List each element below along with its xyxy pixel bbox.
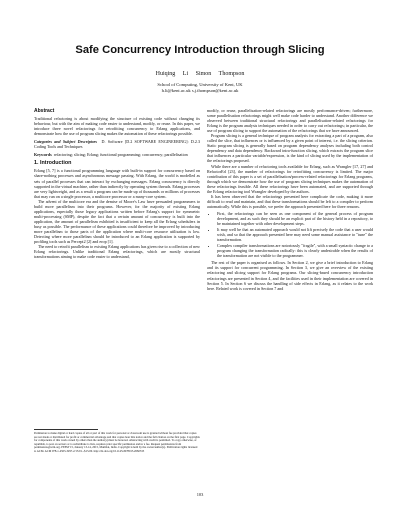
paper-title: Safe Concurrency Introduction through Slicing: [75, 44, 325, 56]
author-names: Huiqing Li Simon Thompson: [155, 71, 245, 77]
reason-item-1: • First, the refactorings can be seen as one component of the general process of program development, and as such they should be an explicit part of the history held in a repository, to be maintained together with other development steps.: [217, 211, 373, 226]
reason-item-2: • It may well be that an automated approach would not lift precisely the code that a user would wish, and so that the approach presented here may need some manual assistance to "tune" the transformation.: [217, 227, 373, 242]
author-emails: h.li@kent.ac.uk s.j.thompson@kent.ac.uk: [161, 88, 239, 93]
categories-label: Categories and Subject Descriptors: [34, 139, 97, 145]
keywords-paragraph: [34, 152, 200, 157]
page-number: 103: [196, 492, 204, 497]
abstract-text: Traditional refactoring is about modifying the structure of existing code without changing its behaviour, but with the aim of making code easier to understand, modify, or reuse. In this paper, we introduce three novel refactorings for retrofitting concurrency to Erlang applications, and demonstrate how the use of program slicing makes the automation of these refactorings possible.: [34, 116, 200, 137]
categories-paragraph: [34, 139, 200, 149]
categories-text: D. Software [D.2 SOFTWARE ENGINEERING]: D.2.3 Coding Tools and Techniques: [34, 139, 200, 150]
reason-item-3: • Complex compiler transformations are notoriously "fragile", with a small syntactic change to a program changing the transformation radically: this is clearly undesirable when the results of the transformation are not visible to the programmer.: [217, 243, 373, 258]
intro-right-paragraph-2: Program slicing is a general technique of program analysis for extracting a part of a program, also called the slice, that influences or is influenced by a given point of interest, i.e. the slicing criterion. Static program slicing is generally based on program dependency analyses including both control dependency and data dependency. Backward intra-function slicing, which extracts the program slice that influences a particular variable/expression, is the kind of slicing used by the implementation of the refactorings proposed.: [207, 133, 373, 164]
keywords-text: refactoring; slicing; Erlang; functional programming; concurrency; parallelisation: [53, 152, 188, 158]
intro-right-paragraph-4: It has been observed that the refactorings presented here complicate the code, making it more difficult to read and maintain, and that these transformations should be left to a compiler to perform automatically. While this is possible, we prefer the approach presented here for three reasons.: [207, 193, 373, 209]
abstract-heading: Abstract: [34, 108, 55, 114]
affiliation-block: [0, 82, 400, 94]
intro-right-paragraph-1: modify, or reuse, parallelisation-related refactorings are mostly performance-driven; furthermore, some parallelisation refactorings might well make code harder to understand. Another difference we observed between traditional structural refactorings and parallelisation-related refactorings for Erlang is the program analysis techniques needed in order to carry out refactorings; in particular, the use of program slicing to support the automation of the refactorings that we have announced.: [207, 108, 373, 134]
intro-paragraph-3: The need to retrofit parallelism to existing Erlang applications has given rise to a collection of new Erlang refactorings. Unlike traditional Erlang refactorings, which are mostly structural transformations aiming to make code easier to understand,: [34, 244, 200, 260]
keywords-label: Keywords: [34, 152, 52, 158]
intro-right-paragraph-5: The rest of the paper is organised as follows. In Section 2, we give a brief introduction to Erlang and its support for concurrent programming. In Section 3, we give an overview of the existing refactoring and slicing support for Erlang programs. Our slicing-based concurrency introduction refactorings are presented in Section 4, and the facilities used in their implementation are covered in Section 5. In Section 6 we discuss the handling of side effects in Erlang, as it relates to the work here. Related work is covered in Section 7 and: [207, 260, 373, 291]
reasons-list: [207, 211, 373, 258]
intro-paragraph-2: The advent of the multicore era and the demise of Moore's Law have persuaded programmers to build more parallelism into their programs. However, for the majority of existing Erlang applications, especially those legacy applications written before Erlang's support for symmetric multi-processing (SMP), despite the fact that a certain amount of concurrency is built into the application, the amount of parallelism exhibited is insufficient to keep all the Erlang schedulers in busy as possible. The performance of these applications could therefore be improved by introducing more parallelism to those parts of the application where multi-core resource utilisation is low. Detecting where more parallelism should be introduced to an Erlang application is supported by profiling tools such as Percept2 [2] and erop [1].: [34, 198, 200, 245]
right-column: [207, 108, 373, 291]
affiliation-institution: School of Computing, University of Kent, UK: [157, 82, 243, 87]
footnote-divider: [34, 429, 98, 430]
copyright-footnote: Permission to make digital or hard copies of all or part of this work for personal or classroom use is granted without fee provided that copies are not made or distributed for profit or commercial advantage and that copies bear this notice and the full citation on the first page. Copyrights for components of this work owned by others than the author(s) must be honored. Abstracting with credit is permitted. To copy otherwise, or republish, to post on servers or to redistribute to lists, requires prior specific permission and/or a fee. Request permissions from permissions@acm.org. PEPM '15, January 13-14, 2015, Mumbai, India. Copyright is held by the owner/author(s). Publication rights licensed to ACM. ACM 978-1-4503-3297-2/15/01...$15.00. http://dx.doi.org/10.1145/2678015.2682533: [34, 431, 200, 453]
intro-heading: 1. Introduction: [34, 160, 72, 167]
intro-right-paragraph-3: While there are a number of refactoring tools available for Erlang, such as Wrangler [17, 27] and RefactorErl [23], the number of refactorings for retrofitting concurrency is limited. The major contribution of this paper is a set of parallelisation/process-related refactorings for Erlang programs, through which we demonstrate how the use of program slicing techniques makes the automation of these refactorings feasible. All these refactorings have been automated, and are supported through the Erlang refactoring tool Wrangler developed by the authors.: [207, 163, 373, 194]
left-column: [34, 108, 200, 259]
intro-paragraph-1: Erlang [5, 7] is a functional programming language with built-in support for concurrency based on share-nothing processes and asynchronous message passing. With Erlang, the world is modelled as sets of parallel processes that can interact by exchanging messages. Erlang concurrency is directly supported in the virtual machine, rather than indirectly by operating system threads. Erlang processes are very lightweight, and as a result a program can be made up of thousands or millions of processes that may run on a single processor, a multicore processor or a many-core system.: [34, 168, 200, 199]
